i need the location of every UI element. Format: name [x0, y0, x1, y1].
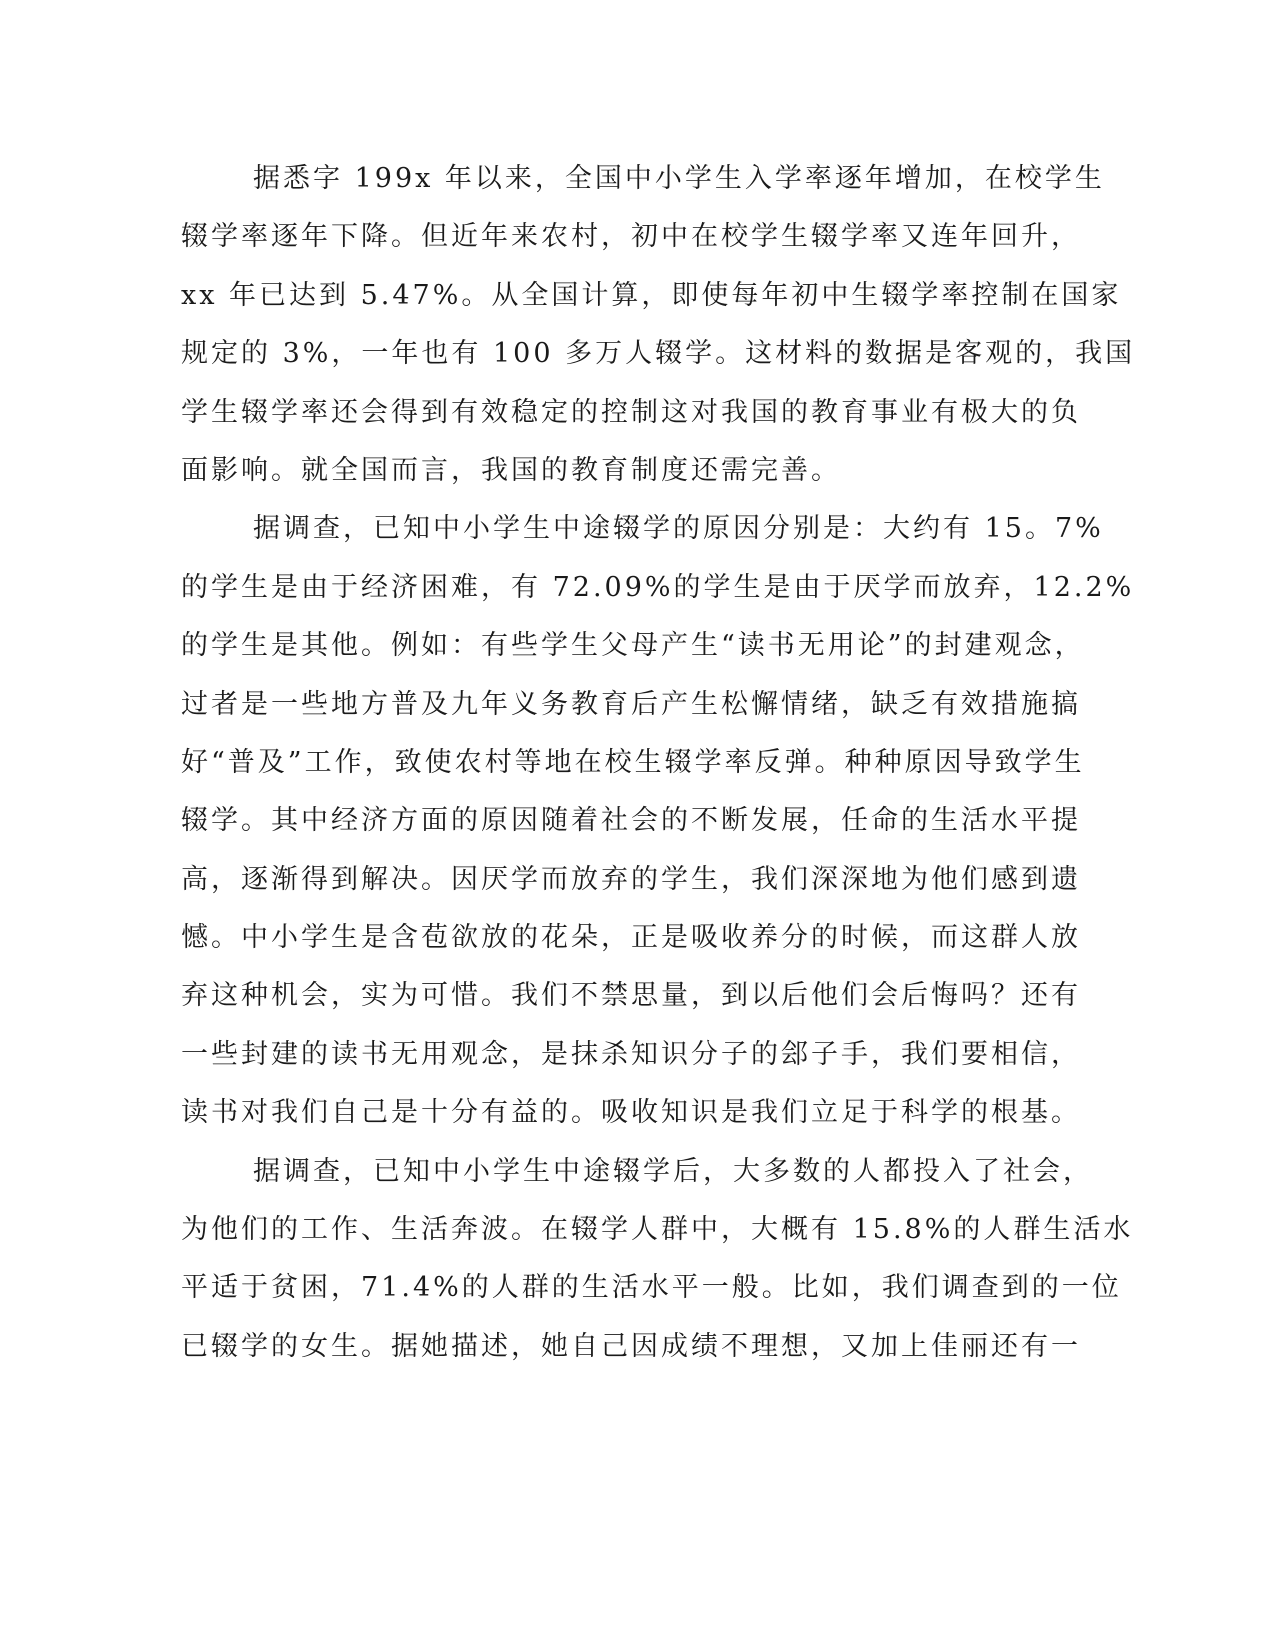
text-line: 辍学率逐年下降。但近年来农村，初中在校学生辍学率又连年回升，	[181, 221, 1081, 253]
text-line: 高，逐渐得到解决。因厌学而放弃的学生，我们深深地为他们感到遗	[181, 863, 1081, 895]
text-line: 好“普及”工作，致使农村等地在校生辍学率反弹。种种原因导致学生	[181, 746, 1085, 778]
text-line: 读书对我们自己是十分有益的。吸收知识是我们立足于科学的根基。	[181, 1097, 1081, 1129]
text-line: 一些封建的读书无用观念，是抹杀知识分子的郐子手，我们要相信，	[181, 1038, 1081, 1070]
text-line: 学生辍学率还会得到有效稳定的控制这对我国的教育事业有极大的负	[181, 396, 1081, 428]
text-line: 据调查，已知中小学生中途辍学后，大多数的人都投入了社会，	[253, 1155, 1093, 1187]
text-line: 的学生是由于经济困难，有 72.09%的学生是由于厌学而放弃，12.2%	[181, 571, 1135, 603]
text-line: 憾。中小学生是含苞欲放的花朵，正是吸收养分的时候，而这群人放	[181, 922, 1081, 954]
text-line: 的学生是其他。例如：有些学生父母产生“读书无用论”的封建观念，	[181, 630, 1085, 662]
text-line: 面影响。就全国而言，我国的教育制度还需完善。	[181, 454, 841, 486]
text-line: 弃这种机会，实为可惜。我们不禁思量，到以后他们会后悔吗？还有	[181, 980, 1081, 1012]
text-line: 规定的 3%，一年也有 100 多万人辍学。这材料的数据是客观的，我国	[181, 338, 1136, 370]
text-line: 平适于贫困，71.4%的人群的生活水平一般。比如，我们调查到的一位	[181, 1272, 1122, 1304]
text-line: 辍学。其中经济方面的原因随着社会的不断发展，任命的生活水平提	[181, 805, 1081, 837]
document-body	[181, 150, 1136, 1376]
text-line: 已辍学的女生。据她描述，她自己因成绩不理想，又加上佳丽还有一	[181, 1330, 1081, 1362]
text-line: 据悉字 199x 年以来，全国中小学生入学率逐年增加，在校学生	[253, 163, 1105, 194]
text-line: xx 年已达到 5.47%。从全国计算，即使每年初中生辍学率控制在国家	[181, 279, 1122, 311]
paragraph-3	[181, 1143, 1134, 1377]
paragraph-1	[181, 150, 1136, 500]
text-line: 据调查，已知中小学生中途辍学的原因分别是：大约有 15。7%	[253, 513, 1104, 545]
paragraph-2	[181, 500, 1135, 1142]
text-line: 过者是一些地方普及九年义务教育后产生松懈情绪，缺乏有效措施搞	[181, 688, 1081, 720]
text-line: 为他们的工作、生活奔波。在辍学人群中，大概有 15.8%的人群生活水	[181, 1214, 1134, 1246]
